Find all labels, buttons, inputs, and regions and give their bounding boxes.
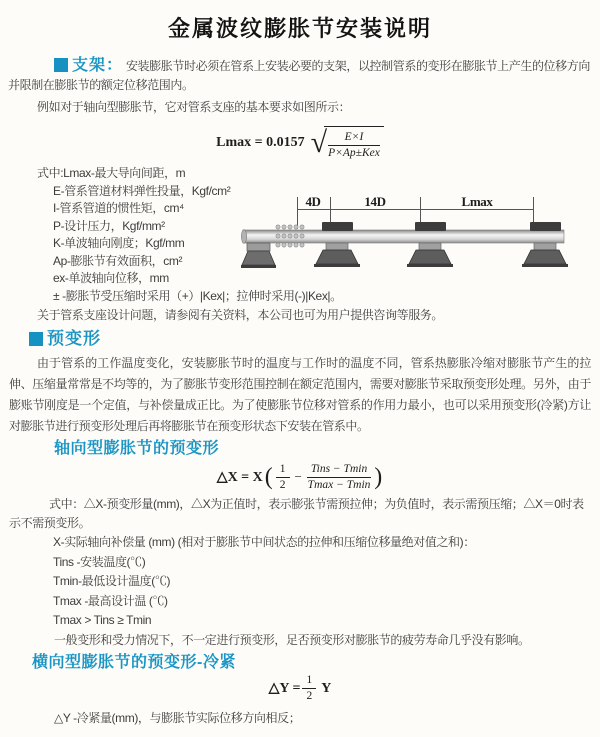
lateral-half-denominator: 2 — [306, 690, 313, 702]
lmax-formula-lhs: Lmax = 0.0157 — [216, 135, 305, 150]
support-example-line: 例如对于轴向型膨胀节，它对管系支座的基本要求如图所示： — [37, 100, 351, 114]
lateral-formula-rhs: Y — [321, 680, 332, 696]
section-square-icon — [29, 332, 43, 346]
lateral-formula-lhs: △Y = — [268, 681, 301, 696]
axial-line: X-实际轴向补偿量 (mm) (相对于膨胀节中间状态的拉伸和压缩位移量绝对值之和)： — [53, 535, 475, 549]
half-denominator: 2 — [279, 478, 286, 491]
half-numerator: 1 — [276, 463, 290, 478]
dim-label-lmax: Lmax — [461, 194, 493, 209]
dim-label-14d: 14D — [364, 194, 386, 209]
support-intro-text: 安装膨胀节时必须在管系上安装必要的支架，以控制管系的变形在膨胀节上产生的位移方向并限制在膨胀节的额定位移范围内。 — [8, 59, 590, 92]
bellows-icon — [276, 225, 304, 247]
lateral-predeform-heading: 横向型膨胀节的预变形-冷紧 — [32, 653, 236, 671]
lateral-formula-explain: △Y -冷紧量(mm)，与膨胀节实际位移方向相反； — [54, 710, 301, 725]
lmax-formula-radicand — [324, 126, 384, 160]
axial-line: Tmax > Tins ≥ Tmin — [53, 613, 152, 627]
predeform-heading-text: 预变形 — [47, 329, 101, 348]
pipe-support-diagram — [240, 192, 570, 284]
variable-line: I-管系管道的惯性矩，cm⁴ — [53, 201, 184, 215]
axial-formula-explain: 式中：△X-预变形量(mm)，△X为正值时，表示膨张节需预拉伸；为负值时，表示需预压缩；△X＝0时表示不需预变形。 — [9, 497, 584, 530]
variable-line: Ap-膨胀节有效面积，cm² — [53, 253, 183, 268]
temp-denominator: Tmax − Tmin — [307, 478, 371, 491]
pipe-support-1 — [314, 222, 360, 267]
variable-line: P-设计压力，Kgf/mm² — [53, 218, 165, 233]
variable-line: 式中:Lmax-最大导向间距，m — [37, 166, 186, 180]
variable-line: K-单波轴向刚度；Kgf/mm — [53, 236, 185, 250]
pipe-support-2 — [407, 222, 453, 267]
sqrt-radical-icon: √ — [310, 126, 328, 159]
lateral-predeform-formula — [0, 675, 600, 703]
pipe-support-3 — [522, 222, 568, 267]
page-title: 金属波纹膨胀节安装说明 — [167, 16, 432, 41]
axial-predeform-formula — [0, 462, 600, 492]
axial-line: Tmax -最高设计温 (℃) — [53, 593, 168, 608]
lmax-formula-numerator: E×I — [328, 131, 380, 146]
close-paren: ) — [374, 464, 383, 490]
temp-numerator: Tins − Tmin — [307, 463, 371, 478]
dim-label-4d: 4D — [305, 194, 321, 209]
axial-formula-lhs: △X = X — [216, 469, 263, 485]
axial-note: 一般变形和受力情况下，不一定进行预变形，足否预变形对膨胀节的疲劳寿命几乎没有影响。 — [54, 632, 530, 647]
open-paren: ( — [264, 464, 273, 490]
section-square-icon — [54, 58, 68, 72]
variable-line: E-管系管道材料弹性投量，Kgf/cm² — [53, 183, 231, 198]
axial-line: Tmin-最低设计温度(℃) — [53, 574, 171, 588]
support-section-heading: 支架： — [72, 57, 124, 74]
lateral-half-numerator: 1 — [302, 674, 316, 689]
variable-line: ± -膨胀节受压缩时采用（+）|Kex|；拉伸时采用(-)|Kex|。 — [53, 288, 342, 303]
axial-predeform-heading: 轴向型膨胀节的预变形 — [54, 440, 220, 457]
predeform-section-heading — [29, 329, 600, 350]
variable-line: ex-单波轴向位移，mm — [53, 271, 169, 285]
support-note: 关于管系支座设计问题，请参阅有关资料，本公司也可为用户提供咨询等服务。 — [37, 308, 444, 322]
support-intro-paragraph — [8, 56, 592, 95]
predeform-paragraph: 由于管系的工作温度变化，安装膨胀节时的温度与工作时的温度不同，管系热膨胀冷缩对膨胀节产生的拉伸、压缩量常常是不均等的，为了膨胀节变形范围控制在额定范围内，需要对膨胀节采取预变形处理。另外，由于膨账节刚度是一个定值，与补偿量成正比。为了使膨胀节位移对管系的作用力最小，也可以采用预变形(冷紧)方让对膨胀节进行预变形处理后再将膨胀节在预变形状态下安装在管系中。 — [9, 356, 591, 433]
minus-sign: − — [294, 469, 302, 484]
anchor-support — [241, 243, 276, 268]
axial-variable-lines — [0, 533, 600, 631]
lmax-formula-denominator: P×Ap±Kex — [328, 147, 380, 159]
axial-line: Tins -安装温度(℃) — [53, 554, 146, 569]
lmax-formula — [0, 126, 600, 160]
